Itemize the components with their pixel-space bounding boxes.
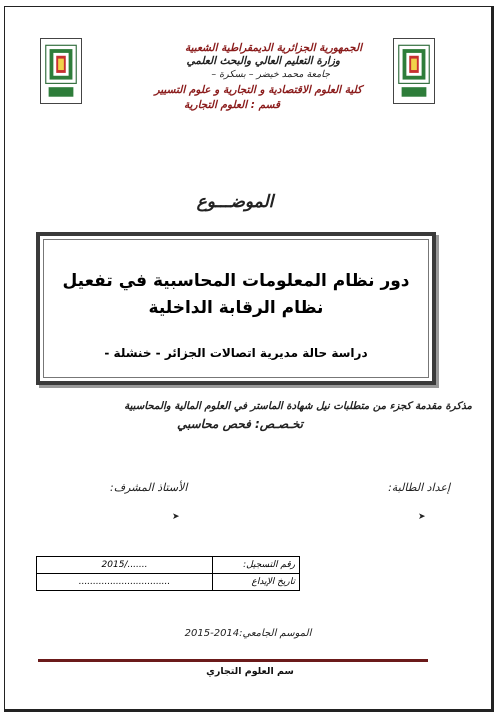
thesis-title: دور نظام المعلومات المحاسبية في تفعيل نظام الرقابة الداخلية — [62, 271, 410, 318]
header-faculty: كلية العلوم الاقتصادية و التجارية و علوم التسيير — [154, 84, 362, 96]
header-department: قسم : العلوم التجارية — [183, 99, 280, 111]
specialization: تخـصـص: فحص محاسبي — [176, 417, 304, 431]
table-row — [37, 557, 300, 574]
deposit-date-label: تاريخ الإيداع — [213, 574, 300, 591]
students-label: إعداد الطالبة: — [388, 481, 450, 494]
registration-table — [36, 556, 300, 591]
university-logo-icon — [40, 38, 82, 104]
supervisor-bullet-icon: ➤ — [172, 512, 180, 522]
header-university: جامعة محمد خيضر – بسكرة – — [211, 69, 330, 80]
footer-divider — [38, 659, 428, 662]
footer-department: سم العلوم التجاري — [206, 666, 294, 677]
deposit-date-value: ................................ — [37, 574, 213, 591]
memo-description: مذكرة مقدمة كجزء من متطلبات نيل شهادة الماستر في العلوم المالية والمحاسبية — [124, 401, 472, 412]
title-box — [36, 232, 436, 385]
reg-number-value: ......./2015 — [37, 557, 213, 574]
supervisor-label: الأستاذ المشرف: — [110, 481, 188, 494]
header-ministry: وزارة التعليم العالي والبحث العلمي — [186, 55, 340, 67]
academic-season: الموسم الجامعي:2014-2015 — [184, 628, 312, 639]
header-republic: الجمهورية الجزائرية الديمقراطية الشعبية — [184, 42, 362, 54]
case-study-subtitle: دراسة حالة مديرية اتصالات الجزائر - خنشلة - — [104, 346, 368, 360]
subject-label: الموضـــوع — [196, 192, 274, 212]
reg-number-label: رقم التسجيل: — [213, 557, 300, 574]
university-logo-icon — [393, 38, 435, 104]
table-row — [37, 574, 300, 591]
student-bullet-icon: ➤ — [418, 512, 426, 522]
